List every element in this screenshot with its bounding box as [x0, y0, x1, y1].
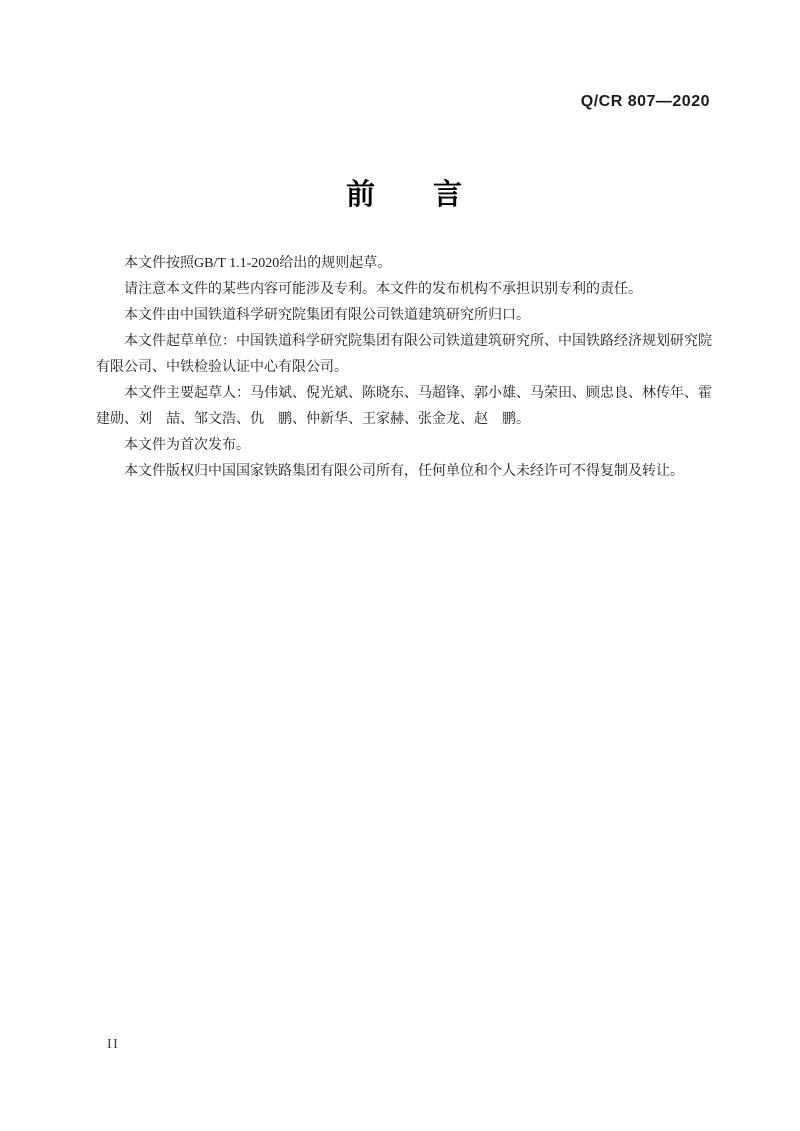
- body-line: 本文件起草单位：中国铁道科学研究院集团有限公司铁道建筑研究所、中国铁路经济规划研究院: [124, 334, 712, 349]
- standard-number: Q/CR 807—2020: [580, 93, 710, 110]
- body-line: 本文件由中国铁道科学研究院集团有限公司铁道建筑研究所归口。: [124, 308, 530, 323]
- body-line: 有限公司、中铁检验认证中心有限公司。: [96, 360, 348, 375]
- body-line: 本文件版权归中国国家铁路集团有限公司所有，任何单位和个人未经许可不得复制及转让。: [124, 464, 684, 479]
- body-line: 本文件按照GB/T 1.1-2020给出的规则起草。: [124, 256, 392, 271]
- body-line: 建勋、刘 喆、邹文浩、仇 鹏、仲新华、王家赫、张金龙、赵 鹏。: [96, 412, 530, 427]
- page-number: II: [107, 1037, 120, 1052]
- foreword-body: [96, 251, 716, 485]
- body-line: 本文件主要起草人：马伟斌、倪光斌、陈晓东、马超锋、郭小雄、马荣田、顾忠良、林传年、霍: [124, 386, 712, 401]
- body-line: 本文件为首次发布。: [124, 438, 250, 453]
- page-title: 前 言: [345, 179, 462, 211]
- body-line: 请注意本文件的某些内容可能涉及专利。本文件的发布机构不承担识别专利的责任。: [124, 282, 642, 297]
